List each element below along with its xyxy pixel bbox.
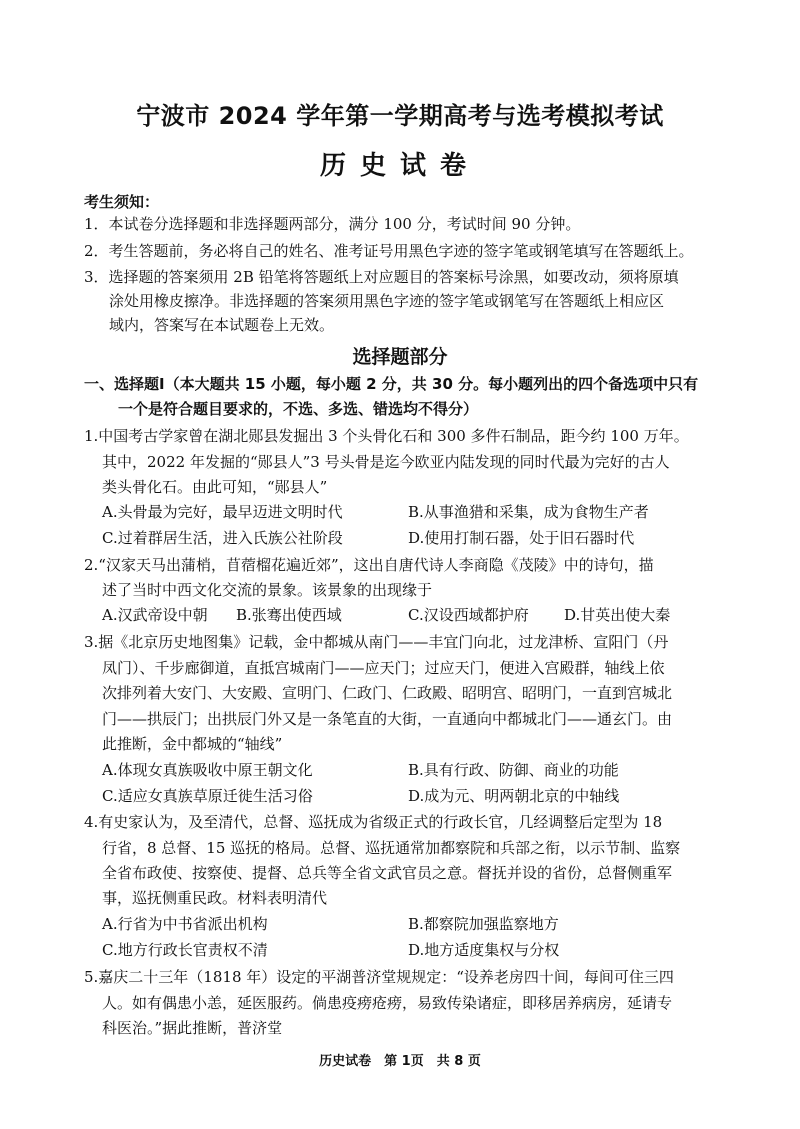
page-footer: 历史试卷 第 1页 共 8 页 (319, 1054, 481, 1069)
q5-stem-line: 5.嘉庆二十三年（1818 年）设定的平湖普济堂规规定：“设养老房四十间，每间可住三四 (84, 968, 674, 986)
q3-option-a: A.体现女真族吸收中原王朝文化 (102, 761, 313, 779)
q4-option-b: B.都察院加强监察地方 (408, 915, 559, 933)
q4-option-c: C.地方行政长官责权不清 (102, 941, 268, 959)
q1-option-b: B.从事渔猎和采集，成为食物生产者 (408, 503, 649, 521)
q2-stem-line: 2.“汉家天马出蒲梢，苜蓿榴花遍近郊”，这出自唐代诗人李商隐《茂陵》中的诗句，描 (84, 556, 654, 574)
notice-line-5: 域内，答案写在本试题卷上无效。 (109, 316, 335, 334)
section-instruction-1: 一、选择题Ⅰ（本大题共 15 小题，每小题 2 分，共 30 分。每小题列出的四个备选项中只有 (84, 375, 699, 393)
q4-option-a: A.行省为中书省派出机构 (102, 915, 268, 933)
q1-stem-line: 类头骨化石。由此可知，“郧县人” (102, 478, 328, 496)
notice-line-1: 1．本试卷分选择题和非选择题两部分，满分 100 分，考试时间 90 分钟。 (84, 215, 581, 233)
q3-option-b: B.具有行政、防御、商业的功能 (408, 761, 619, 779)
q5-stem-line: 人。如有偶患小恙，延医服药。倘患疫痨疮痨，易致传染诸症，即移居养病房，延请专 (102, 994, 673, 1012)
q2-option-a: A.汉武帝设中朝 (102, 606, 208, 624)
q5-stem-line: 科医治。”据此推断，普济堂 (102, 1019, 283, 1037)
q1-stem-line: 1.中国考古学家曾在湖北郧县发掘出 3 个头骨化石和 300 多件石制品，距今约 100 万年。 (84, 427, 689, 445)
notice-line-2: 2．考生答题前，务必将自己的姓名、准考证号用黑色字迹的签字笔或钢笔填写在答题纸上。 (84, 242, 694, 260)
q3-stem-line: 3.据《北京历史地图集》记载，金中都城从南门——丰宜门向北，过龙津桥、宣阳门（丹 (84, 633, 669, 651)
exam-title: 宁波市 2024 学年第一学期高考与选考模拟考试 (136, 102, 664, 130)
q2-option-b: B.张骞出使西域 (236, 606, 342, 624)
q3-stem-line: 凤门）、千步廊御道，直抵宫城南门——应天门；过应天门，便进入宫殿群，轴线上依 (102, 659, 665, 677)
q3-option-d: D.成为元、明两朝北京的中轴线 (408, 787, 620, 805)
q1-stem-line: 其中，2022 年发掘的“郧县人”3 号头骨是迄今欧亚内陆发现的同时代最为完好的古人 (102, 453, 670, 471)
q2-option-d: D.甘英出使大秦 (564, 606, 671, 624)
q1-option-d: D.使用打制石器，处于旧石器时代 (408, 529, 635, 547)
notice-line-4: 涂处用橡皮擦净。非选择题的答案须用黑色字迹的签字笔或钢笔写在答题纸上相应区 (109, 292, 665, 310)
exam-subtitle: 历史试卷 (319, 151, 480, 181)
q1-option-c: C.过着群居生活，进入氏族公社阶段 (102, 529, 343, 547)
q1-option-a: A.头骨最为完好，最早迈进文明时代 (102, 503, 343, 521)
q4-stem-line: 行省，8 总督、15 巡抚的格局。总督、巡抚通常加都察院和兵部之衔，以示节制、监察 (102, 839, 681, 857)
notice-line-3: 3．选择题的答案须用 2B 铅笔将答题纸上对应题目的答案标号涂黑，如要改动，须将原填 (84, 268, 679, 286)
q3-stem-line: 此推断，金中都城的“轴线” (102, 735, 283, 753)
q3-option-c: C.适应女真族草原迁徙生活习俗 (102, 787, 313, 805)
section-instruction-2: 一个是符合题目要求的，不选、多选、错选均不得分） (118, 400, 479, 418)
q2-option-c: C.汉设西域都护府 (408, 606, 529, 624)
q3-stem-line: 门——拱辰门；出拱辰门外又是一条笔直的大街，一直通向中都城北门——通玄门。由 (102, 710, 673, 728)
q4-stem-line: 4.有史家认为，及至清代，总督、巡抚成为省级正式的行政长官，几经调整后定型为 18 (84, 813, 663, 831)
q4-stem-line: 全省布政使、按察使、提督、总兵等全省文武官员之意。督抚并设的省份，总督侧重军 (102, 864, 673, 882)
section-heading: 选择题部分 (352, 346, 448, 368)
q2-stem-line: 述了当时中西文化交流的景象。该景象的出现缘于 (102, 581, 433, 599)
q3-stem-line: 次排列着大安门、大安殿、宣明门、仁政门、仁政殿、昭明宫、昭明门，一直到宫城北 (102, 684, 673, 702)
q4-stem-line: 事，巡抚侧重民政。材料表明清代 (102, 889, 328, 907)
notice-heading: 考生须知： (84, 193, 160, 211)
q4-option-d: D.地方适度集权与分权 (408, 941, 560, 959)
